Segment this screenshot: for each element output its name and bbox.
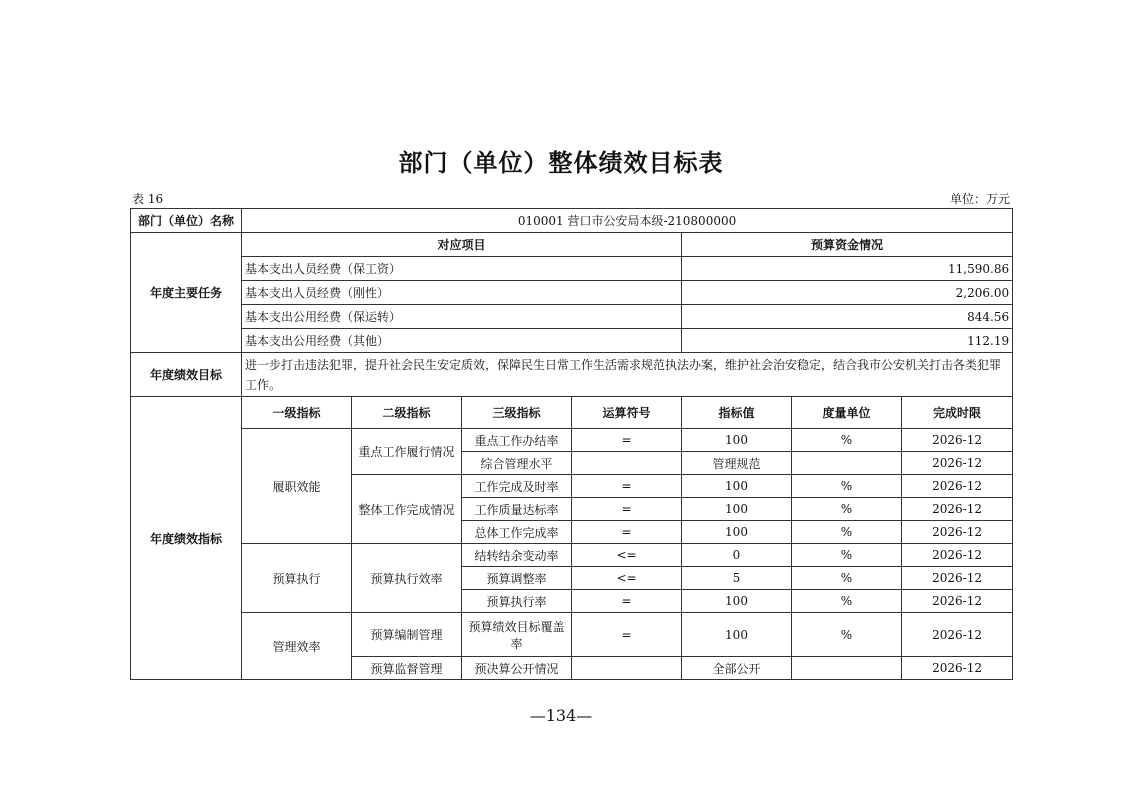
dept-value: 010001 营口市公安局本级-210800000 <box>242 209 1013 233</box>
goal-row <box>131 353 1013 397</box>
indicator-header: 运算符号 <box>572 397 682 429</box>
task-row <box>131 257 1013 281</box>
level2-cell: 整体工作完成情况 <box>352 475 462 544</box>
value-cell: 100 <box>682 613 792 657</box>
task-row <box>131 329 1013 353</box>
tasks-header-row <box>131 233 1013 257</box>
level1-cell: 预算执行 <box>242 544 352 613</box>
unit-cell: % <box>792 521 902 544</box>
value-cell: 100 <box>682 521 792 544</box>
deadline-cell: 2026-12 <box>902 429 1013 452</box>
indicator-header: 三级指标 <box>462 397 572 429</box>
deadline-cell: 2026-12 <box>902 657 1013 680</box>
unit-cell <box>792 452 902 475</box>
unit-label: 单位：万元 <box>949 192 1010 206</box>
operator-cell: = <box>572 498 682 521</box>
level3-cell: 综合管理水平 <box>462 452 572 475</box>
operator-cell: = <box>572 521 682 544</box>
deadline-cell: 2026-12 <box>902 521 1013 544</box>
indicator-header-row <box>131 397 1013 429</box>
unit-cell: % <box>792 475 902 498</box>
unit-cell: % <box>792 429 902 452</box>
value-cell: 100 <box>682 590 792 613</box>
operator-cell: = <box>572 475 682 498</box>
deadline-cell: 2026-12 <box>902 475 1013 498</box>
level3-cell: 结转结余变动率 <box>462 544 572 567</box>
indicator-row <box>131 544 1013 567</box>
dept-row <box>131 209 1013 233</box>
level1-cell: 管理效率 <box>242 613 352 680</box>
deadline-cell: 2026-12 <box>902 452 1013 475</box>
level2-cell: 预算编制管理 <box>352 613 462 657</box>
page-title: 部门（单位）整体绩效目标表 <box>398 149 724 177</box>
level2-cell: 预算执行效率 <box>352 544 462 613</box>
goal-text: 进一步打击违法犯罪，提升社会民生安定质效，保障民生日常工作生活需求规范执法办案，维护社会治安稳定，结合我市公安机关打击各类犯罪工作。 <box>242 353 1013 397</box>
indicator-row <box>131 429 1013 452</box>
task-item: 基本支出人员经费（保工资） <box>242 257 682 281</box>
deadline-cell: 2026-12 <box>902 567 1013 590</box>
operator-cell: <= <box>572 567 682 590</box>
performance-table <box>130 208 1013 680</box>
task-budget: 844.56 <box>682 305 1013 329</box>
tasks-header-budget: 预算资金情况 <box>682 233 1013 257</box>
level3-cell: 预算调整率 <box>462 567 572 590</box>
indicator-header: 指标值 <box>682 397 792 429</box>
level3-cell: 工作质量达标率 <box>462 498 572 521</box>
unit-cell: % <box>792 498 902 521</box>
page-number: —134— <box>529 706 593 725</box>
unit-cell: % <box>792 544 902 567</box>
unit-cell <box>792 657 902 680</box>
value-cell: 100 <box>682 429 792 452</box>
task-row <box>131 305 1013 329</box>
value-cell: 管理规范 <box>682 452 792 475</box>
task-budget: 2,206.00 <box>682 281 1013 305</box>
level3-cell: 预决算公开情况 <box>462 657 572 680</box>
table-number: 表 16 <box>132 192 164 206</box>
deadline-cell: 2026-12 <box>902 544 1013 567</box>
value-cell: 全部公开 <box>682 657 792 680</box>
tasks-label: 年度主要任务 <box>131 233 242 353</box>
level3-cell: 预算绩效目标覆盖率 <box>462 613 572 657</box>
level3-cell: 预算执行率 <box>462 590 572 613</box>
unit-cell: % <box>792 590 902 613</box>
task-budget: 112.19 <box>682 329 1013 353</box>
level2-cell: 重点工作履行情况 <box>352 429 462 475</box>
operator-cell: = <box>572 590 682 613</box>
task-row <box>131 281 1013 305</box>
indicator-header: 度量单位 <box>792 397 902 429</box>
operator-cell <box>572 452 682 475</box>
value-cell: 5 <box>682 567 792 590</box>
operator-cell: = <box>572 613 682 657</box>
level1-cell: 履职效能 <box>242 429 352 544</box>
deadline-cell: 2026-12 <box>902 613 1013 657</box>
value-cell: 100 <box>682 498 792 521</box>
indicator-header: 完成时限 <box>902 397 1013 429</box>
operator-cell: = <box>572 429 682 452</box>
indicator-header: 一级指标 <box>242 397 352 429</box>
goal-label: 年度绩效目标 <box>131 353 242 397</box>
task-budget: 11,590.86 <box>682 257 1013 281</box>
deadline-cell: 2026-12 <box>902 498 1013 521</box>
level2-cell: 预算监督管理 <box>352 657 462 680</box>
indicator-row <box>131 613 1013 657</box>
task-item: 基本支出公用经费（其他） <box>242 329 682 353</box>
level3-cell: 总体工作完成率 <box>462 521 572 544</box>
task-item: 基本支出人员经费（刚性） <box>242 281 682 305</box>
deadline-cell: 2026-12 <box>902 590 1013 613</box>
tasks-header-item: 对应项目 <box>242 233 682 257</box>
value-cell: 0 <box>682 544 792 567</box>
indicators-label: 年度绩效指标 <box>131 397 242 680</box>
dept-label: 部门（单位）名称 <box>131 209 242 233</box>
value-cell: 100 <box>682 475 792 498</box>
task-item: 基本支出公用经费（保运转） <box>242 305 682 329</box>
unit-cell: % <box>792 567 902 590</box>
level3-cell: 重点工作办结率 <box>462 429 572 452</box>
level3-cell: 工作完成及时率 <box>462 475 572 498</box>
operator-cell: <= <box>572 544 682 567</box>
operator-cell <box>572 657 682 680</box>
indicator-header: 二级指标 <box>352 397 462 429</box>
unit-cell: % <box>792 613 902 657</box>
